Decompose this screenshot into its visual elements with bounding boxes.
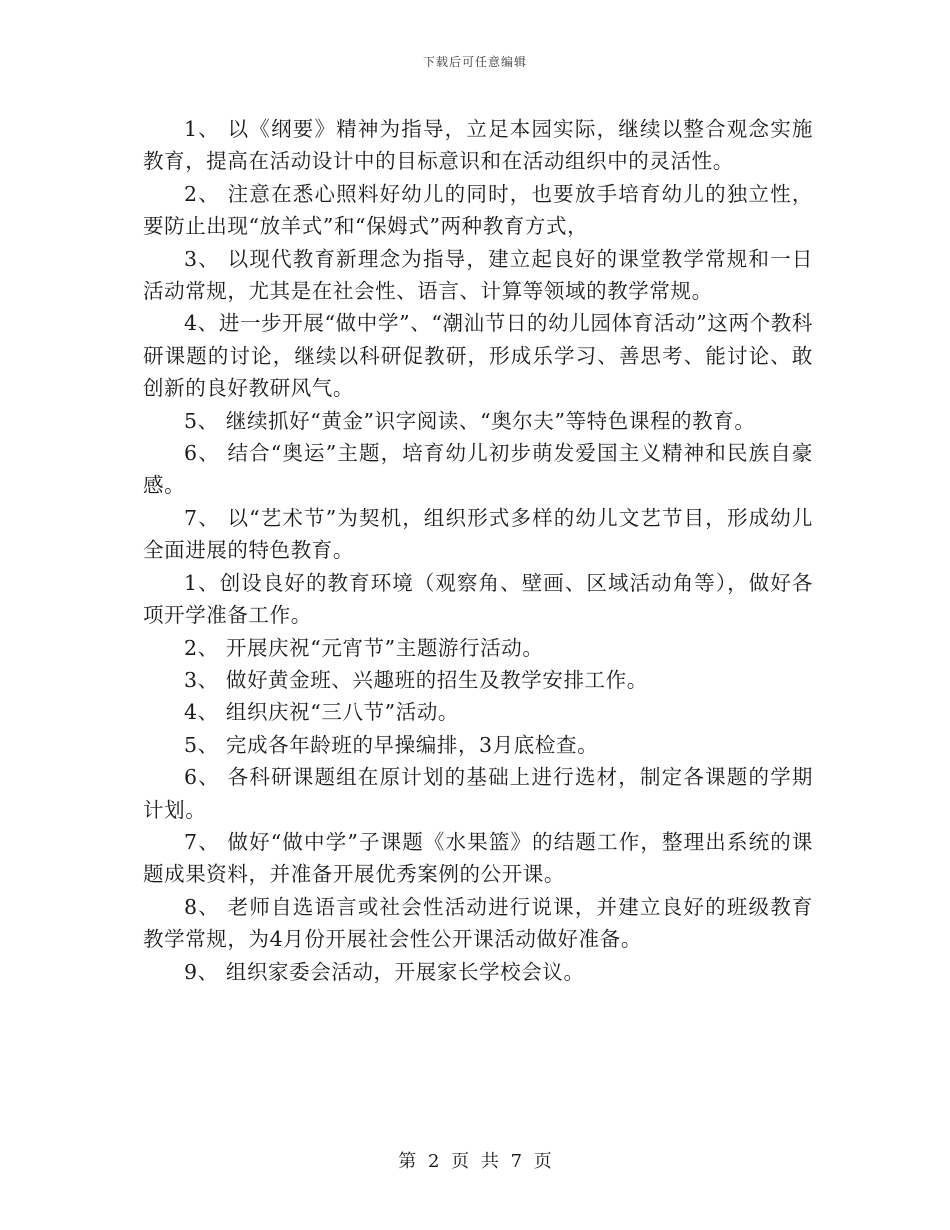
paragraph: 3、 以现代教育新理念为指导，建立起良好的课堂教学常规和一日活动常规，尤其是在社会性、语言、计算等领域的教学常规。 [143, 246, 813, 304]
paragraph: 3、 做好黄金班、兴趣班的招生及教学安排工作。 [184, 667, 648, 692]
paragraph: 8、 老师自选语言或社会性活动进行说课，并建立良好的班级教育教学常规，为4月份开展社会性公开课活动做好准备。 [143, 894, 813, 952]
paragraph: 4、 组织庆祝“三八节”活动。 [184, 700, 460, 725]
paragraph: 2、 开展庆祝“元宵节”主题游行活动。 [184, 635, 544, 660]
paragraph: 1、 以《纲要》精神为指导，立足本园实际，继续以整合观念实施教育，提高在活动设计中的目标意识和在活动组织中的灵活性。 [143, 117, 813, 174]
paragraph: 7、 做好“做中学”子课题《水果篮》的结题工作，整理出系统的课题成果资料，并准备开展优秀案例的公开课。 [143, 829, 813, 887]
paragraph: 6、 结合“奥运”主题，培育幼儿初步萌发爱国主义精神和民族自豪感。 [143, 441, 813, 498]
paragraph: 1、创设良好的教育环境（观察角、壁画、区域活动角等），做好各项开学准备工作。 [143, 570, 813, 628]
page-header: 下载后可任意编辑 [422, 55, 527, 69]
paragraph: 9、 组织家委会活动，开展家长学校会议。 [184, 959, 585, 984]
paragraph: 5、 继续抓好“黄金”识字阅读、“奥尔夫”等特色课程的教育。 [184, 408, 756, 433]
paragraph: 6、 各科研课题组在原计划的基础上进行选材，制定各课题的学期计划。 [143, 765, 813, 822]
document-body [143, 113, 813, 988]
paragraph: 7、 以“艺术节”为契机，组织形式多样的幼儿文艺节目，形成幼儿全面进展的特色教育。 [143, 505, 813, 563]
paragraph: 2、 注意在悉心照料好幼儿的同时，也要放手培育幼儿的独立性，要防止出现“放羊式”和“保姆式”两种教育方式， [143, 181, 813, 239]
paragraph: 4、进一步开展“做中学”、“潮汕节日的幼儿园体育活动”这两个教科研课题的讨论，继续以科研促教研，形成乐学习、善思考、能讨论、敢创新的良好教研风气。 [143, 311, 813, 401]
page-footer: 第 2 页 共 7 页 [398, 1151, 552, 1172]
paragraph: 5、 完成各年龄班的早操编排，3月底检查。 [184, 732, 599, 757]
